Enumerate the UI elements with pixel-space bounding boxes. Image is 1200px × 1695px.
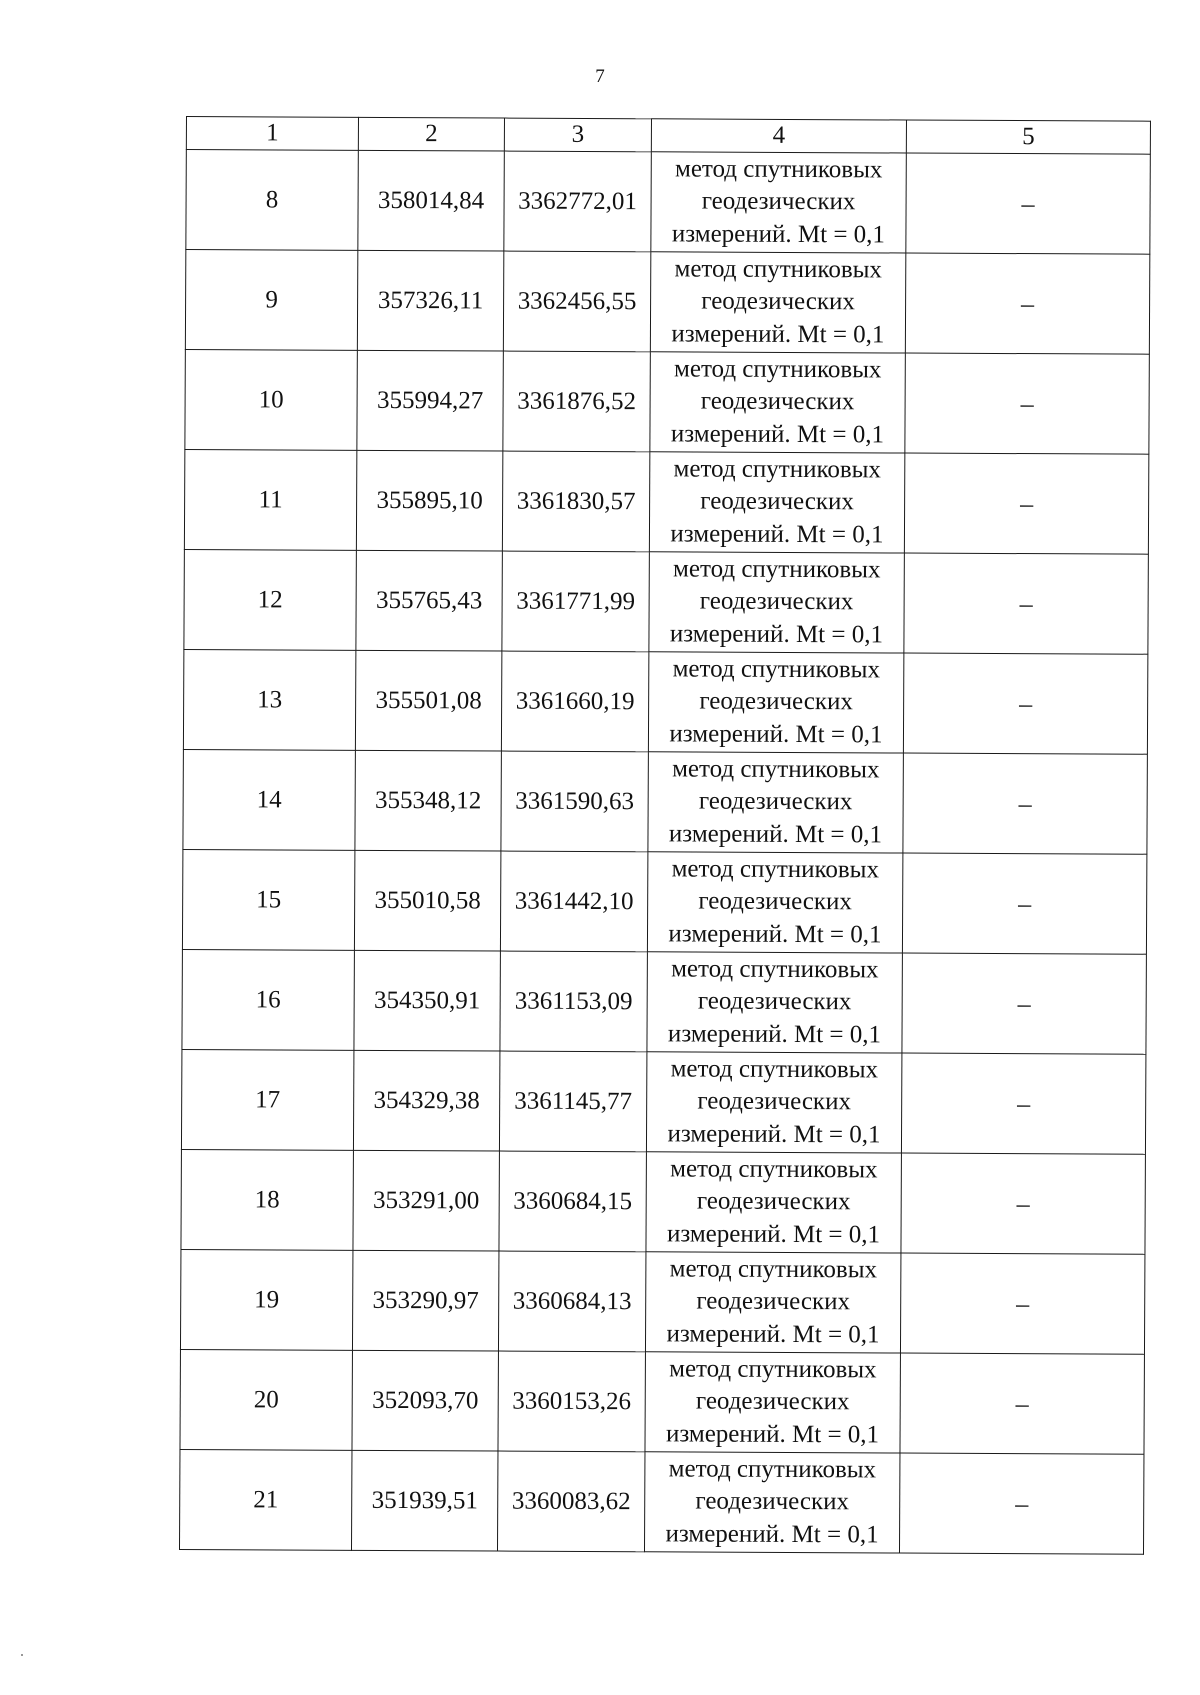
point-number-cell: 10	[185, 349, 357, 450]
point-number-cell: 12	[184, 549, 356, 650]
method-text-line: геодезических	[696, 1287, 851, 1316]
point-number-cell: 16	[182, 949, 354, 1050]
note-cell: –	[905, 353, 1149, 454]
method-text-line: измерений. Mt = 0,1	[669, 720, 883, 749]
x-coordinate-cell: 354350,91	[354, 950, 500, 1051]
method-cell	[645, 1252, 900, 1353]
y-coordinate-cell: 3361660,19	[501, 651, 648, 752]
method-text-line: геодезических	[700, 387, 855, 416]
method-text-line: метод спутниковых	[669, 1355, 877, 1384]
note-cell: –	[902, 853, 1146, 954]
method-cell	[650, 252, 905, 353]
y-coordinate-cell: 3361590,63	[501, 751, 648, 852]
point-number-cell: 17	[181, 1049, 353, 1150]
y-coordinate-cell: 3360684,13	[498, 1251, 645, 1352]
x-coordinate-cell: 355895,10	[356, 450, 502, 551]
column-header: 5	[906, 120, 1150, 154]
page-number: 7	[595, 66, 605, 87]
y-coordinate-cell: 3361771,99	[502, 551, 649, 652]
point-number-cell: 14	[183, 749, 355, 850]
point-number-cell: 15	[182, 849, 354, 950]
note-cell: –	[901, 1053, 1145, 1154]
table-row	[179, 1449, 1143, 1554]
method-cell	[648, 752, 903, 853]
point-number-cell: 8	[186, 150, 358, 251]
point-number-cell: 9	[185, 250, 357, 351]
method-text-line: геодезических	[700, 487, 854, 516]
method-cell	[650, 352, 905, 453]
table-row	[184, 449, 1148, 554]
y-coordinate-cell: 3362456,55	[503, 251, 650, 352]
point-number-cell: 18	[181, 1149, 353, 1250]
x-coordinate-cell: 353291,00	[353, 1150, 499, 1251]
y-coordinate-cell: 3361876,52	[503, 351, 650, 452]
method-text-line: измерений. Mt = 0,1	[665, 1520, 879, 1549]
note-cell: –	[902, 953, 1146, 1054]
method-cell	[649, 452, 904, 553]
table-row	[185, 250, 1149, 355]
method-text-line: измерений. Mt = 0,1	[670, 420, 885, 449]
method-text-line: метод спутниковых	[668, 1455, 877, 1484]
table-row	[183, 649, 1147, 754]
method-text-line: метод спутниковых	[671, 855, 880, 884]
coordinates-table	[179, 116, 1151, 1555]
table-row	[181, 1049, 1145, 1154]
method-cell	[644, 1452, 899, 1553]
method-text-line: геодезических	[701, 287, 855, 316]
column-header: 3	[504, 118, 651, 152]
column-header: 4	[651, 119, 906, 153]
column-header: 1	[186, 117, 358, 151]
method-text-line: геодезических	[697, 1087, 852, 1116]
method-text-line: геодезических	[697, 987, 852, 1016]
table-row	[181, 1149, 1145, 1254]
y-coordinate-cell: 3360153,26	[498, 1351, 645, 1452]
point-number-cell: 20	[180, 1349, 352, 1450]
method-text-line: метод спутниковых	[674, 355, 882, 384]
scan-speck	[21, 1654, 23, 1656]
method-text-line: геодезических	[695, 1487, 850, 1516]
method-cell	[648, 652, 903, 753]
table-header-row	[186, 117, 1150, 155]
method-cell	[651, 152, 906, 253]
y-coordinate-cell: 3361830,57	[502, 451, 649, 552]
y-coordinate-cell: 3362772,01	[504, 151, 651, 252]
method-text-line: метод спутниковых	[674, 155, 883, 184]
note-cell: –	[900, 1353, 1144, 1454]
note-cell: –	[901, 1153, 1145, 1254]
method-text-line: метод спутниковых	[672, 755, 880, 784]
x-coordinate-cell: 355994,27	[357, 350, 503, 451]
note-cell: –	[905, 253, 1149, 354]
method-text-line: измерений. Mt = 0,1	[671, 320, 885, 349]
method-text-line: измерений. Mt = 0,1	[667, 1120, 881, 1149]
method-cell	[645, 1352, 900, 1453]
method-cell	[646, 1052, 901, 1153]
method-text-line: метод спутниковых	[670, 1055, 879, 1084]
table-row	[182, 849, 1146, 954]
table-row	[184, 549, 1148, 654]
method-text-line: измерений. Mt = 0,1	[666, 1220, 881, 1249]
x-coordinate-cell: 355765,43	[356, 550, 502, 651]
y-coordinate-cell: 3360083,62	[497, 1451, 644, 1552]
x-coordinate-cell: 357326,11	[357, 250, 503, 351]
method-text-line: измерений. Mt = 0,1	[666, 1320, 880, 1349]
x-coordinate-cell: 355501,08	[355, 650, 501, 751]
method-text-line: метод спутниковых	[673, 455, 882, 484]
method-text-line: измерений. Mt = 0,1	[669, 620, 884, 649]
x-coordinate-cell: 354329,38	[353, 1050, 499, 1151]
method-text-line: геодезических	[695, 1387, 850, 1416]
note-cell: –	[903, 753, 1147, 854]
note-cell: –	[906, 153, 1150, 254]
method-text-line: геодезических	[701, 187, 856, 216]
table-row	[180, 1349, 1144, 1454]
method-text-line: метод спутниковых	[674, 255, 883, 284]
method-text-line: измерений. Mt = 0,1	[665, 1420, 880, 1449]
x-coordinate-cell: 352093,70	[352, 1350, 498, 1451]
y-coordinate-cell: 3361153,09	[500, 951, 647, 1052]
method-text-line: измерений. Mt = 0,1	[670, 520, 884, 549]
method-cell	[647, 952, 902, 1053]
table-body	[179, 117, 1150, 1555]
coordinates-table-container	[179, 116, 1150, 1555]
x-coordinate-cell: 353290,97	[352, 1250, 498, 1351]
note-cell: –	[904, 553, 1148, 654]
x-coordinate-cell: 355010,58	[354, 850, 500, 951]
method-text-line: измерений. Mt = 0,1	[667, 1020, 882, 1049]
note-cell: –	[900, 1253, 1144, 1354]
point-number-cell: 21	[179, 1449, 351, 1550]
method-text-line: геодезических	[699, 687, 854, 716]
table-row	[186, 150, 1150, 255]
method-text-line: измерений. Mt = 0,1	[671, 220, 886, 249]
x-coordinate-cell: 358014,84	[358, 150, 504, 251]
method-text-line: геодезических	[698, 887, 853, 916]
method-text-line: измерений. Mt = 0,1	[668, 820, 883, 849]
method-text-line: геодезических	[698, 787, 853, 816]
method-cell	[649, 552, 904, 653]
x-coordinate-cell: 355348,12	[355, 750, 501, 851]
column-header: 2	[358, 117, 504, 151]
method-text-line: измерений. Mt = 0,1	[668, 920, 882, 949]
note-cell: –	[904, 453, 1148, 554]
x-coordinate-cell: 351939,51	[351, 1450, 497, 1551]
method-text-line: метод спутниковых	[671, 955, 879, 984]
method-text-line: геодезических	[696, 1187, 851, 1216]
method-text-line: метод спутниковых	[670, 1155, 878, 1184]
method-text-line: метод спутниковых	[673, 555, 881, 584]
method-text-line: метод спутниковых	[672, 655, 881, 684]
table-row	[185, 349, 1149, 454]
method-text-line: метод спутниковых	[669, 1255, 878, 1284]
point-number-cell: 13	[183, 649, 355, 750]
point-number-cell: 19	[180, 1249, 352, 1350]
point-number-cell: 11	[184, 449, 356, 550]
table-row	[183, 749, 1147, 854]
table-row	[180, 1249, 1144, 1354]
method-text-line: геодезических	[699, 587, 854, 616]
note-cell: –	[903, 653, 1147, 754]
y-coordinate-cell: 3361145,77	[499, 1051, 646, 1152]
method-cell	[647, 852, 902, 953]
method-cell	[646, 1152, 901, 1253]
y-coordinate-cell: 3361442,10	[500, 851, 647, 952]
y-coordinate-cell: 3360684,15	[499, 1151, 646, 1252]
note-cell: –	[899, 1453, 1143, 1554]
table-row	[182, 949, 1146, 1054]
